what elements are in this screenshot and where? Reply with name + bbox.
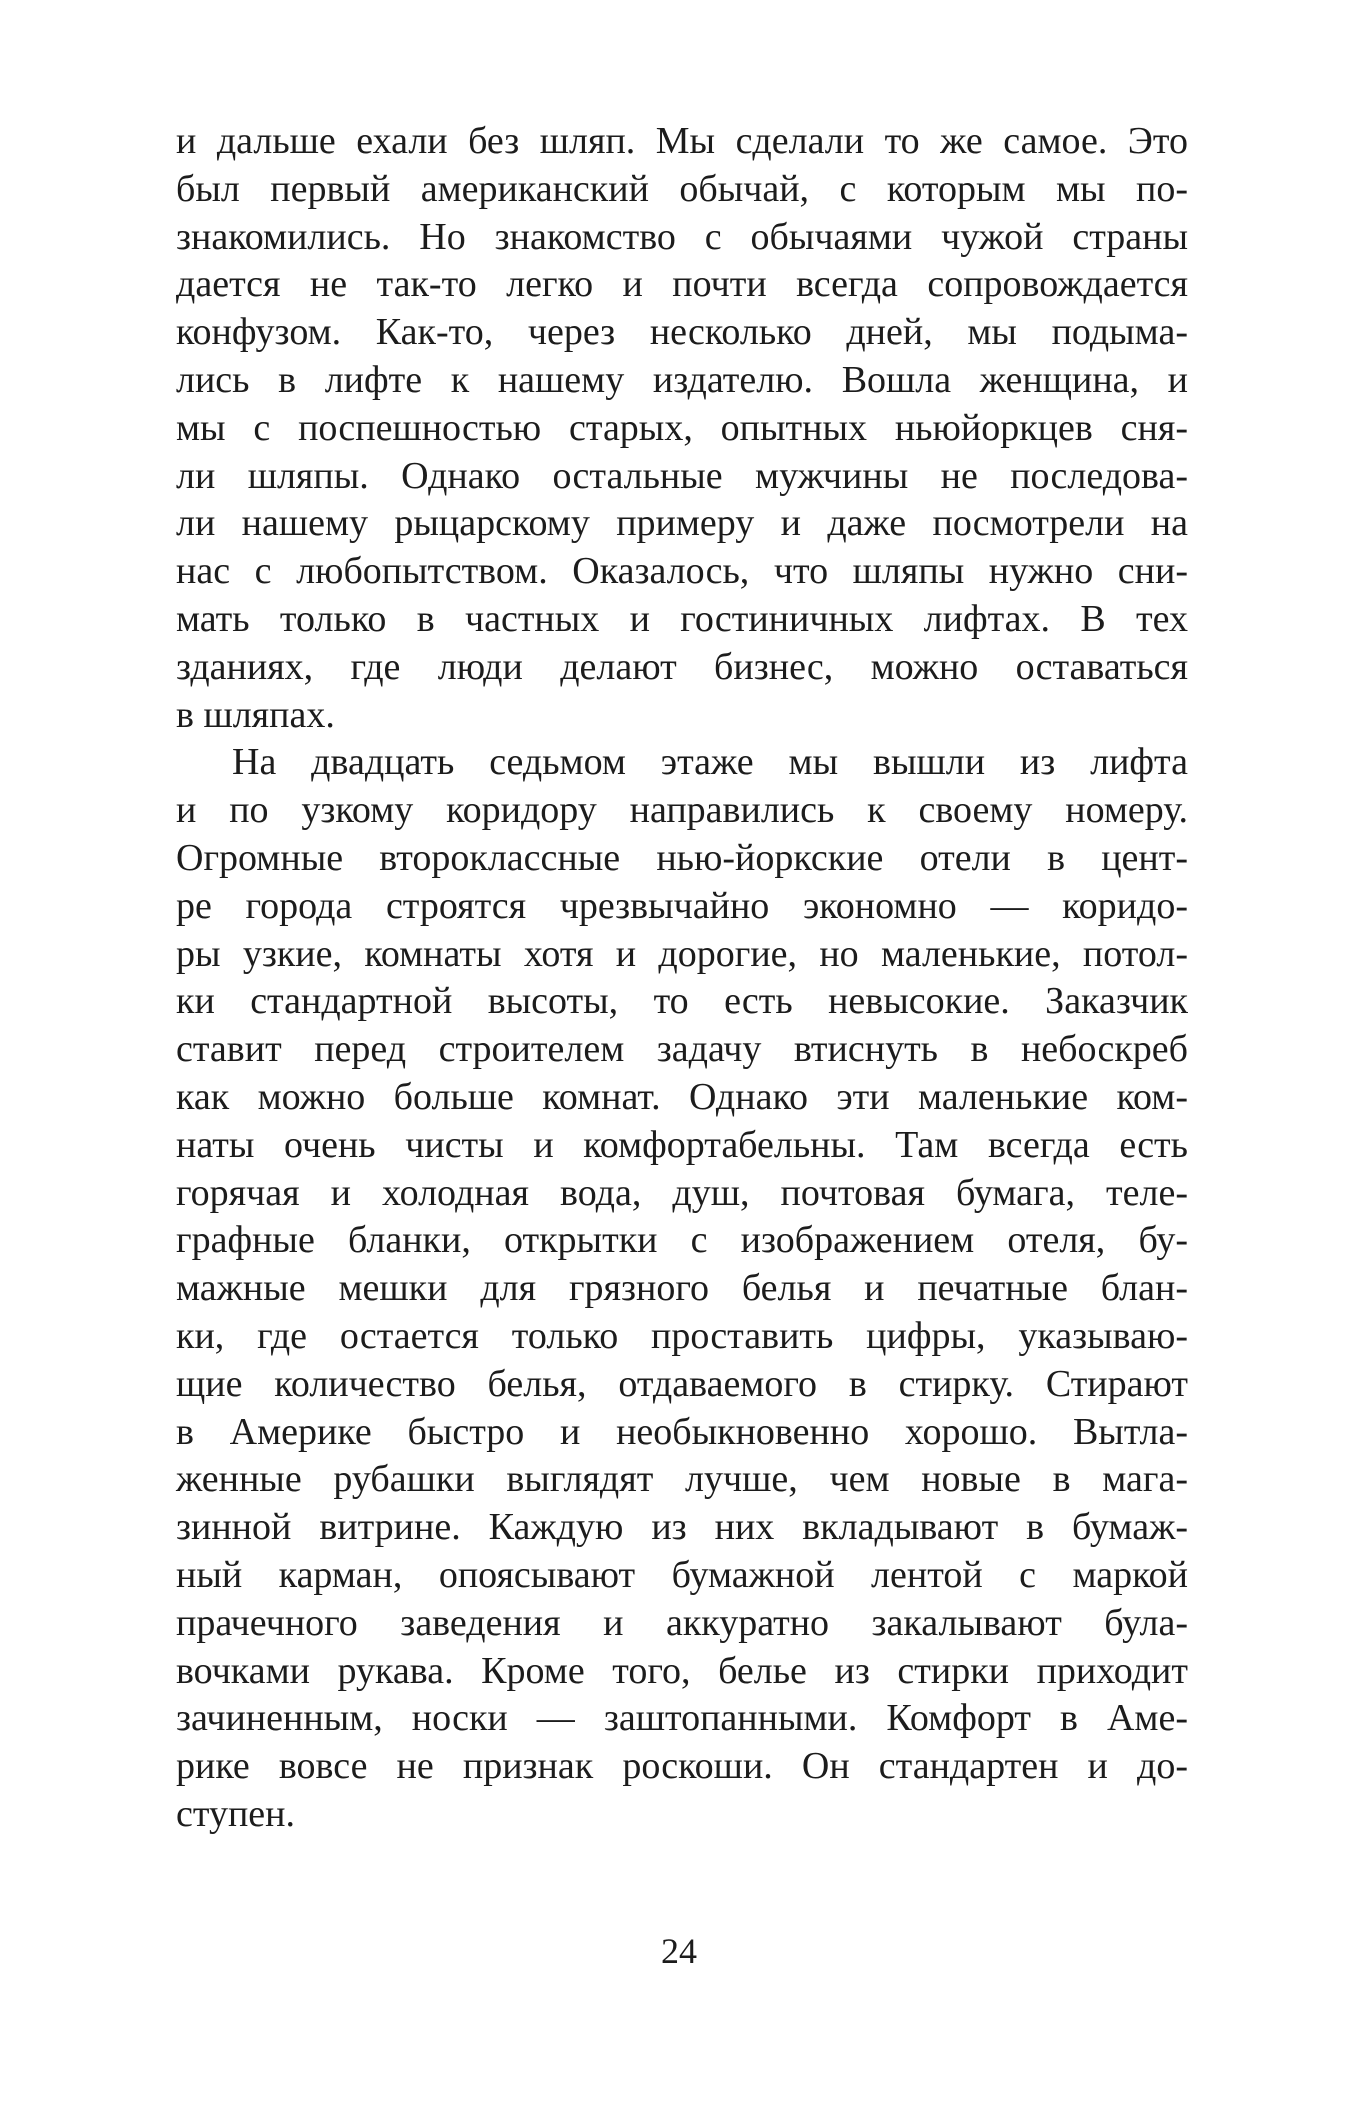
text-line: зачиненным, носки — заштопанными. Комфорт в Аме- [176, 1697, 1188, 1740]
text-line: ры узкие, комнаты хотя и дорогие, но маленькие, потол- [176, 932, 1188, 975]
text-line: зинной витрине. Каждую из них вкладывают в бумаж- [176, 1506, 1188, 1549]
text-line: ки, где остается только проставить цифры, указываю- [176, 1314, 1188, 1357]
paragraph [176, 739, 1188, 1838]
text-line: ли нашему рыцарскому примеру и даже посмотрели на [176, 502, 1188, 545]
text-line: мажные мешки для грязного белья и печатные блан- [176, 1267, 1188, 1310]
text-line: в Америке быстро и необыкновенно хорошо. Вытла- [176, 1410, 1188, 1453]
text-line: На двадцать седьмом этаже мы вышли из лифта [232, 741, 1188, 784]
text-line: и по узкому коридору направились к своему номеру. [176, 789, 1188, 832]
text-line: ставит перед строителем задачу втиснуть в небоскреб [176, 1028, 1188, 1071]
text-line: как можно больше комнат. Однако эти маленькие ком- [176, 1075, 1188, 1118]
text-line: и дальше ехали без шляп. Мы сделали то же самое. Это [176, 120, 1188, 162]
text-line: рике вовсе не признак роскоши. Он стандартен и до- [176, 1745, 1188, 1788]
text-line: ре города строятся чрезвычайно экономно — коридо- [176, 884, 1188, 927]
text-line: в шляпах. [176, 693, 335, 736]
text-line: ный карман, опоясывают бумажной лентой с маркой [176, 1553, 1188, 1596]
text-line: лись в лифте к нашему издателю. Вошла женщина, и [176, 358, 1188, 401]
text-line: Огромные второклассные нью-йоркские отели в цент- [176, 836, 1188, 879]
text-line: конфузом. Как-то, через несколько дней, мы подыма- [176, 311, 1188, 354]
text-line: дается не так-то легко и почти всегда сопровождается [176, 263, 1188, 306]
text-line: мы с поспешностью старых, опытных ньюйоркцев сня- [176, 406, 1188, 449]
text-line: женные рубашки выглядят лучше, чем новые в мага- [176, 1458, 1188, 1501]
text-line: наты очень чисты и комфортабельны. Там всегда есть [176, 1123, 1188, 1166]
paragraph [176, 118, 1188, 739]
text-line: ки стандартной высоты, то есть невысокие. Заказчик [176, 980, 1188, 1023]
text-line: ступен. [176, 1792, 296, 1835]
text-line: вочками рукава. Кроме того, белье из стирки приходит [176, 1649, 1188, 1692]
text-line: горячая и холодная вода, душ, почтовая бумага, теле- [176, 1171, 1188, 1214]
text-line: щие количество белья, отдаваемого в стирку. Стирают [176, 1362, 1188, 1405]
page-text [176, 118, 1188, 1839]
text-line: знакомились. Но знакомство с обычаями чужой страны [176, 215, 1188, 258]
page-number: 24 [661, 1931, 697, 1971]
text-line: был первый американский обычай, с которым мы по- [176, 167, 1188, 210]
text-line: ли шляпы. Однако остальные мужчины не последова- [176, 454, 1188, 497]
text-line: зданиях, где люди делают бизнес, можно оставаться [176, 645, 1188, 688]
text-line: нас с любопытством. Оказалось, что шляпы нужно сни- [176, 550, 1188, 593]
text-line: прачечного заведения и аккуратно закалывают була- [176, 1601, 1188, 1644]
text-line: графные бланки, открытки с изображением отеля, бу- [176, 1219, 1188, 1262]
text-line: мать только в частных и гостиничных лифтах. В тех [176, 597, 1188, 640]
